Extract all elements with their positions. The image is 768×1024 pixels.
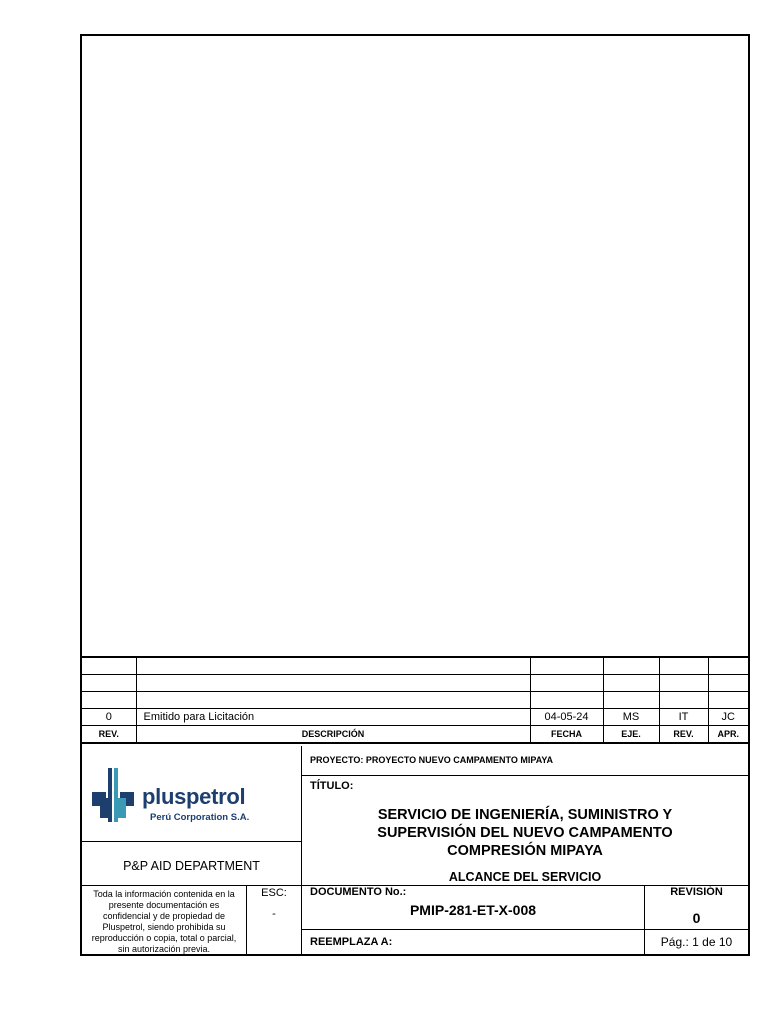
document-sheet [80,34,750,956]
apr-cell [708,657,748,675]
document-number: PMIP-281-ET-X-008 [409,902,537,918]
eje-cell [603,692,659,709]
apr-cell [708,675,748,692]
titulo-box [302,776,748,886]
proyecto-label: PROYECTO: PROYECTO NUEVO CAMPAMENTO MIPAYA [302,746,748,776]
department-label: P&P AID DEPARTMENT [82,842,302,886]
title-line: SERVICIO DE INGENIERÍA, SUMINISTRO Y [377,807,673,823]
header-descripcion: DESCRIPCIÓN [136,726,530,744]
eje-cell [603,675,659,692]
esc-value: - [272,908,276,920]
fecha-cell [530,675,603,692]
eje-cell: MS [603,709,659,726]
rev-cell [82,675,136,692]
fecha-cell: 04-05-24 [530,709,603,726]
rev-cell [82,657,136,675]
rev-cell: 0 [82,709,136,726]
title-block [82,746,748,954]
revision-row [82,709,748,726]
esc-label: ESC: [261,887,287,899]
confidential-note: Toda la información contenida en la presente documentación es confidencial y de propiedad de Pluspetrol, siendo prohibida su reproducción o copia, total o parcial, sin autorización previa. [82,886,247,954]
header-rev: REV. [82,726,136,744]
company-logo-box [82,746,302,842]
revision-row [82,692,748,709]
eje-cell [603,657,659,675]
rev-cell [82,692,136,709]
rev-by-cell [659,675,708,692]
rev-by-cell [659,692,708,709]
apr-cell: JC [708,709,748,726]
revision-row [82,675,748,692]
company-subtitle: Perú Corporation S.A. [150,812,250,823]
title-line: COMPRESIÓN MIPAYA [447,843,603,859]
revision-row [82,657,748,675]
page-number: Pág.: 1 de 10 [660,935,733,949]
titulo-label: TÍTULO: [310,780,354,792]
reemplaza-label: REEMPLAZA A: [302,930,645,954]
blank-content-area [82,36,748,656]
revision-label: REVISIÓN [670,886,723,898]
fecha-cell [530,657,603,675]
document-subtitle: ALCANCE DEL SERVICIO [448,870,602,884]
rev-by-cell [659,657,708,675]
apr-cell [708,692,748,709]
rev-by-cell: IT [659,709,708,726]
pluspetrol-logo-icon [92,768,134,822]
header-eje: EJE. [603,726,659,744]
company-name: pluspetrol [142,784,246,809]
esc-box [247,886,302,954]
documento-label: DOCUMENTO No.: [310,886,407,898]
title-line: SUPERVISIÓN DEL NUEVO CAMPAMENTO [377,825,673,841]
revision-table [82,656,748,744]
header-rev-by: REV. [659,726,708,744]
fecha-cell [530,692,603,709]
header-fecha: FECHA [530,726,603,744]
revision-header-row [82,726,748,744]
descripcion-cell [136,657,530,675]
document-title [302,806,748,860]
revision-value: 0 [692,910,701,926]
revision-box [645,886,748,930]
header-apr: APR. [708,726,748,744]
descripcion-cell [136,692,530,709]
descripcion-cell [136,675,530,692]
documento-box [302,886,645,930]
descripcion-cell: Emitido para Licitación [136,709,530,726]
